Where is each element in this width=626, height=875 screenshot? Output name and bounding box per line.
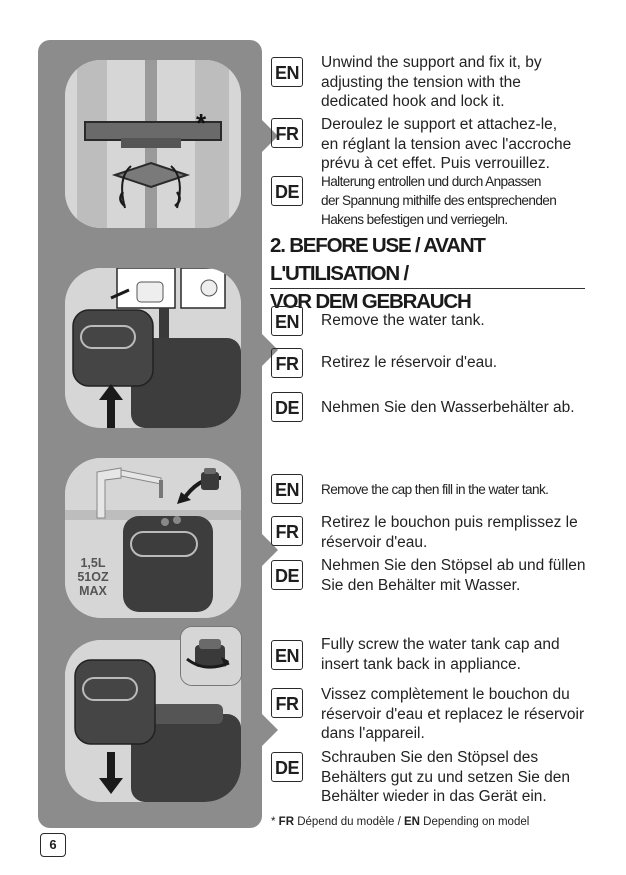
step1-text-de: Nehmen Sie den Wasserbehälter ab. xyxy=(321,399,575,416)
asterisk-mark: * xyxy=(196,108,207,138)
heading-divider xyxy=(270,288,585,289)
support-text-fr: Deroulez le support et attachez-le, en réglant la tension avec l'accroche prévu à cet effet. Puis verrouillez. xyxy=(321,116,572,172)
panel-notch xyxy=(262,714,278,746)
footnote-fr-text: Dépend du modèle / xyxy=(294,816,404,828)
footnote-en-text: Depending on model xyxy=(419,816,530,828)
step2-text-en: Remove the cap then fill in the water tank. xyxy=(321,482,549,497)
support-text-en: Unwind the support and fix it, by adjusting the tension with the dedicated hook and lock it. xyxy=(321,54,542,110)
footnote-fr-tag: FR xyxy=(278,816,295,828)
lang-badge-en: EN xyxy=(271,57,303,87)
remove-tank-illustration xyxy=(65,268,241,428)
step3-text-de: Schrauben Sie den Stöpsel des Behälters gut zu und setzen Sie den Behälter wieder in das Gerät ein. xyxy=(321,749,571,805)
lang-badge-fr: FR xyxy=(271,688,303,718)
lang-badge-en: EN xyxy=(271,474,303,504)
footnote-en-tag: EN xyxy=(403,816,420,828)
step2-text-de: Nehmen Sie den Stöpsel ab und füllen Sie den Behälter mit Wasser. xyxy=(321,557,586,594)
lang-badge-de: DE xyxy=(271,560,303,590)
section-heading: 2. BEFORE USE / AVANT L'UTILISATION / VOR DEM GEBRAUCH xyxy=(270,234,485,313)
capacity-label: 1,5L 51OZ MAX xyxy=(77,556,109,598)
lang-badge-de: DE xyxy=(271,176,303,206)
support-text-de: Halterung entrollen und durch Anpassen der Spannung mithilfe des entsprechenden Hakens befestigen und verriegeln. xyxy=(321,174,557,227)
step3-text-en: Fully screw the water tank cap and insert tank back in appliance. xyxy=(321,636,560,673)
lang-badge-en: EN xyxy=(271,306,303,336)
step2-text-fr: Retirez le bouchon puis remplissez le réservoir d'eau. xyxy=(321,514,578,551)
page-number: 6 xyxy=(40,833,66,857)
step3-text-fr: Vissez complètement le bouchon du réservoir d'eau et replacez le réservoir dans l'appareil. xyxy=(321,686,585,742)
lang-badge-de: DE xyxy=(271,392,303,422)
footnote xyxy=(271,816,529,828)
step1-text-fr: Retirez le réservoir d'eau. xyxy=(321,354,498,371)
support-illustration xyxy=(65,60,241,228)
lang-badge-fr: FR xyxy=(271,118,303,148)
lang-badge-de: DE xyxy=(271,752,303,782)
lang-badge-en: EN xyxy=(271,640,303,670)
footnote-prefix: * xyxy=(271,816,279,828)
step1-text-en: Remove the water tank. xyxy=(321,312,485,329)
cap-closeup-illustration xyxy=(180,626,242,686)
lang-badge-fr: FR xyxy=(271,348,303,378)
lang-badge-fr: FR xyxy=(271,516,303,546)
